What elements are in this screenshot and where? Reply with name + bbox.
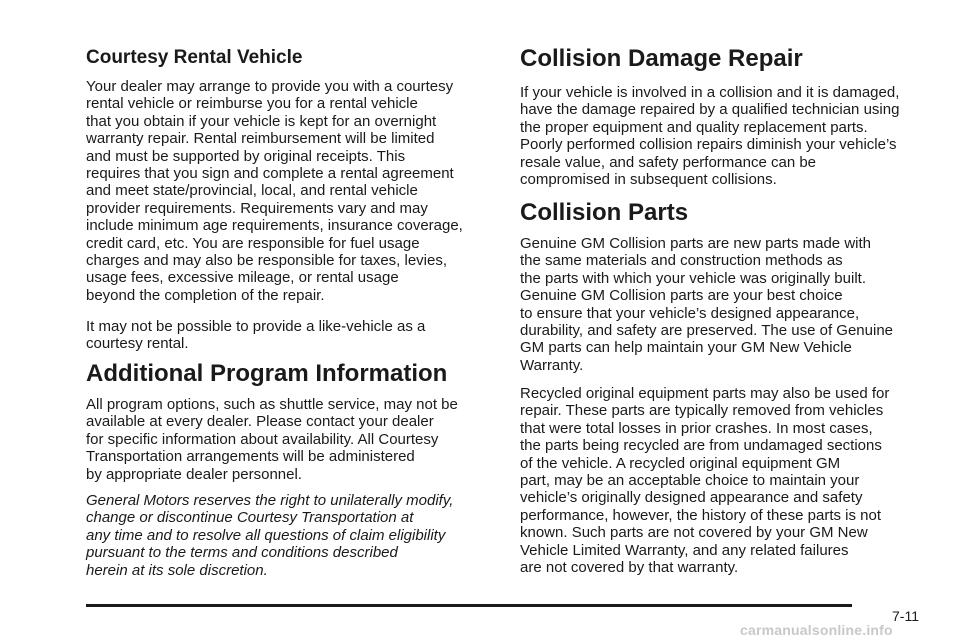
courtesy-rental-heading: Courtesy Rental Vehicle (86, 47, 303, 68)
courtesy-rental-paragraph-1: Your dealer may arrange to provide you with a courtesy rental vehicle or reimburse you for a rental vehicle that you obtain if your vehicle is kept for an overnight warranty repair. Rental reimbursement will be limited and must be supported by original receipts. This requires that you sign and complete a rental agreement and meet state/provincial, local, and rental vehicle provider requirements. Requirements vary and may include minimum age requirements, insurance coverage, credit card, etc. You are responsible for fuel usage charges and may also be responsible for taxes, levies, usage fees, excessive mileage, or rental usage beyond the completion of the repair. (86, 78, 463, 304)
collision-damage-heading: Collision Damage Repair (520, 45, 803, 72)
page-number: 7-11 (892, 608, 919, 624)
additional-program-heading: Additional Program Information (86, 360, 448, 387)
watermark: carmanualsonline.info (740, 622, 893, 638)
footer-rule (86, 604, 852, 607)
additional-program-paragraph-2: General Motors reserves the right to unilaterally modify, change or discontinue Courtesy Transportation at any time and to resolve all questions of claim eligibility pursuant to the terms and conditions described herein at its sole discretion. (86, 492, 454, 579)
collision-parts-heading: Collision Parts (520, 199, 689, 226)
collision-parts-paragraph-2: Recycled original equipment parts may also be used for repair. These parts are typically removed from vehicles that were total losses in prior crashes. In most cases, the parts being recycled are from undamaged sections of the vehicle. A recycled original equipment GM part, may be an acceptable choice to maintain your vehicle’s originally designed appearance and safety performance, however, the history of these parts is not known. Such parts are not covered by your GM New Vehicle Limited Warranty, and any related failures are not covered by that warranty. (520, 385, 890, 577)
collision-parts-paragraph-1: Genuine GM Collision parts are new parts made with the same materials and construction methods as the parts with which your vehicle was originally built. Genuine GM Collision parts are your best choice to ensure that your vehicle’s designed appearance, durability, and safety are preserved. The use of Genuine GM parts can help maintain your GM New Vehicle Warranty. (520, 235, 894, 374)
additional-program-paragraph-1: All program options, such as shuttle service, may not be available at every dealer. Please contact your dealer for specific information about availability. All Courtesy Transportation arrangements will be administered by appropriate dealer personnel. (86, 396, 458, 483)
collision-damage-paragraph: If your vehicle is involved in a collision and it is damaged, have the damage repaired by a qualified technician using the proper equipment and quality replacement parts. Poorly performed collision repairs diminish your vehicle’s resale value, and safety performance can be compromised in subsequent collisions. (520, 84, 900, 189)
courtesy-rental-paragraph-2: It may not be possible to provide a like-vehicle as a courtesy rental. (86, 318, 426, 353)
